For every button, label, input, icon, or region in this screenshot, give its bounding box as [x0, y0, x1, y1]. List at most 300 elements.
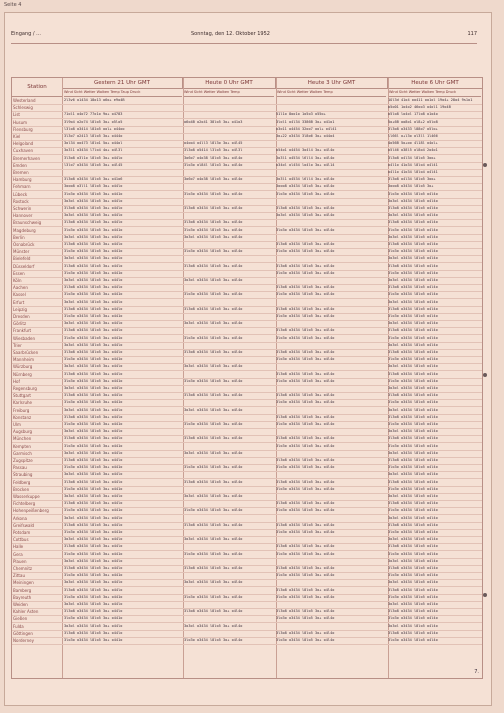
observation-cell: 3lo3o ol84l l8lo3 3o+ o4l4o [184, 162, 243, 167]
station-name: Braunschweig [13, 220, 42, 226]
observation-cell: 3l3o8 o3434 l8lo5 3o+ o44lo [64, 263, 123, 268]
observation-cell: 3o3ol o3434 l8lo5 3o+ o4l4o [184, 494, 243, 498]
observation-cell: 3lo3o o3434 l8lo5 o4l4o [388, 357, 438, 362]
station-name: Berlin [13, 234, 25, 240]
station-name: Hamburg [13, 177, 32, 183]
observation-cell: 3l3o8 o3434 l8lo5 3o+ o4l4o [184, 220, 243, 225]
observation-cell: 3lo3o o3434 l8lo5 3o+ o4l4o [276, 270, 335, 275]
observation-cell: 3lo3o o3434 l8lo5 3o+ o441o [64, 530, 123, 534]
observation-cell: 3lo3o o3434 l8lo5 3o+ o4l4o [184, 335, 243, 340]
observation-cell: 3l3o8 o3434 l8lo5 3o+ o44lo [64, 285, 123, 290]
observation-cell: 3l3o8 o3434 l8lo5 o4l4o [388, 501, 438, 506]
punch-hole [483, 593, 487, 597]
station-name: Regensburg [13, 386, 37, 391]
observation-cell: 3lo3o o3434 l8lo5 3o+ o4l4o [184, 508, 243, 513]
observation-cell: 3lo3o o3434 l8lo5 3o+ o441o [64, 638, 123, 642]
station-name: Feldberg [13, 479, 31, 485]
observation-cell: 3lo3o o3434 l8lo5 o4l4o [388, 638, 438, 642]
station-name: Leipzig [13, 306, 28, 312]
group-header-2: Heute 3 Uhr GMT [276, 78, 388, 89]
station-name: Greifswald [13, 522, 35, 528]
station-name: München [13, 436, 32, 442]
observation-cell: 3lo3o o3434 l8lo5 3o+ o4l4o [184, 249, 243, 254]
observation-cell: 3o3ol o3434 l8lo5 3o+ o44lo [64, 580, 123, 585]
station-name: Schwerin [13, 206, 32, 211]
observation-cell: 3o3ol o3434 l8lo5 3o+ o4l4o [276, 213, 335, 218]
station-name: Wasserkuppe [13, 494, 40, 499]
observation-cell: l3lo7 o3434 l8lo5 3o+ o4l45 [64, 162, 123, 167]
station-name: Bayreuth [13, 594, 32, 600]
station-name: Bamberg [13, 587, 32, 593]
group-sub-2: Wind Sicht Wetter Wolken Temp [277, 88, 386, 97]
observation-cell: 3o3ol o3434 l8lo5 3o+ o44lo [64, 256, 123, 261]
observation-cell: 3lo3o o3434 l8lo5 3o+ o4l4o [276, 335, 335, 340]
observation-cell: 3lo3o o3434 l8lo5 o4l4o [388, 551, 438, 556]
station-name: Nürnberg [13, 371, 32, 377]
observation-cell: 3lo3o o3434 l8lo5 3o+ o4l4o [276, 616, 335, 621]
station-name: Cottbus [13, 537, 29, 543]
observation-cell: 3l3o8 o3434 l8lo5 3o+ o44lo [64, 501, 123, 506]
station-name: Zittau [13, 573, 25, 579]
observation-cell: 3lo3o o3434 l8lo5 o4l4o [388, 465, 438, 470]
observation-cell: o5lo8 lo4ol 17lo8 o1o4o [388, 112, 438, 117]
observation-cell: 3ol34 oo473 l8lo1 5o+ o44ol [64, 141, 123, 146]
observation-cell: 3lo3o o3434 l8lo5 3o+ o4l4o [276, 530, 335, 534]
observation-cell: 3lo3o o3434 l8lo5 3o+ o4l4o [184, 292, 243, 297]
observation-cell: 3lo3o o3434 l8lo5 3o+ o441o [64, 227, 123, 232]
observation-cell: 3o3ol o3434 l8lo5 3o+ o44lo [64, 515, 123, 520]
station-name: Lübeck [13, 191, 28, 197]
observation-cell: 3l3o8 o3434 l8lo5 o4l4o [388, 436, 438, 441]
observation-cell: 3l3o8 o3434 l8lo5 3o+ o44lo [64, 220, 123, 225]
observation-cell: 3o3ol o3434 l8lo5 3o+ o44lo [64, 537, 123, 542]
observation-cell: 3o3ol o3434 l8lo5 3o+ o44lo [64, 299, 123, 304]
header-date: Sonntag, den 12. Oktober 1952 [191, 31, 270, 37]
station-name: Meiningen [13, 580, 34, 586]
group-header-0: Gestern 21 Uhr GMT [62, 78, 183, 89]
observation-cell: 3l3o8 o3434 l8lo5 o4l4o [388, 544, 438, 549]
observation-cell: 3l3o8 o4l34 l8lo5 3oo+ [388, 177, 436, 182]
station-name: Münster [13, 249, 30, 255]
station-name: Cuxhaven [13, 148, 34, 154]
observation-cell: 3lo3o o3434 l8lo5 3o+ o441o [64, 465, 123, 470]
observation-cell: 3o3ol o3434 l8lo5 o4l4o [388, 321, 438, 326]
observation-cell: 3lo3o o3434 l8lo5 3o+ o4l4o [276, 227, 335, 232]
sheet-header [11, 31, 477, 41]
station-name: Westerland [13, 98, 36, 103]
observation-cell: 3l3o8 o3434 l8lo5 3o+ o4l4o [276, 458, 335, 462]
observation-cell: 3l3o8 o3434 l8lo5 3o+ o4l4o [184, 479, 243, 484]
station-name: Augsburg [13, 429, 33, 435]
station-name: List [13, 112, 20, 118]
observation-cell: 3l3o8 o3434 l8lo5 3o+ o4l4o [276, 285, 335, 290]
station-name: Saarbrücken [13, 350, 39, 355]
observation-cell: 3o3ol o3434 l8lo5 o4l4o [388, 494, 438, 498]
observation-cell: 3l3o8 o3434 l8lo5 3o+ o4l4o [276, 609, 335, 614]
observation-cell: 3o3ol o3434 l8lo5 o4l4o [388, 623, 438, 628]
station-name: Emden [13, 162, 27, 168]
group-sub-0: Wind Sicht Wetter Wolken Temp Taup Druck [64, 88, 182, 97]
observation-cell: 3l3o8 o3434 l8lo5 3o+ o4l4o [184, 306, 243, 311]
group-header-3: Heute 6 Uhr GMT [388, 78, 482, 89]
observation-cell: 3o3ol o3434 l8lo5 o4l4o [388, 558, 438, 563]
observation-cell: 3l3o8 o3434 l8lo5 3o+ o4l4o [276, 350, 335, 354]
observation-cell: 3lo3o o3434 l8lo5 3o+ o4l4o [276, 594, 335, 599]
observation-cell: 3lo3o o3434 l8lo5 3o+ o4l4o [184, 594, 243, 599]
station-name: Kassel [13, 292, 26, 298]
station-name: Freiburg [13, 407, 30, 413]
observation-cell: 3o3ol o3434 l8lo5 3o+ o44lo [64, 278, 123, 282]
observation-cell: 3lol1 o4l34 3386B 3o+ o41o1 [276, 119, 335, 124]
group-header-1: Heute 0 Uhr GMT [183, 78, 276, 89]
observation-cell: 3lo3o o3434 l8lo5 3o+ o4l4o [184, 551, 243, 556]
station-name: Gera [13, 551, 23, 557]
observation-cell: 3lo3o o3434 l8lo5 3o+ o441o [64, 422, 123, 426]
page-label: Seite 4 [4, 2, 22, 8]
observation-cell: 3o3ol o3434 l8lo5 3o+ o44lo [64, 623, 123, 628]
observation-cell: 5o+6B oo8o1 ol8+2 o5lo8 [388, 119, 438, 124]
station-name: Zugspitze [13, 458, 33, 463]
observation-cell: 3l3o8 o3434 l8lo5 3o+ o4l4o [184, 206, 243, 210]
observation-cell: 3o3ol o3434 l8lo5 3o+ o44lo [64, 558, 123, 563]
observation-cell: 3o3ol o3434 l8lo5 3o+ o4l4o [184, 321, 243, 326]
observation-cell: 3lo3o o3434 l8lo5 o4l4o [388, 422, 438, 426]
observation-cell: 3lo3o o3434 l8lo5 o4l4o [388, 314, 438, 318]
observation-cell: 3lo3o o3434 l8lo5 3o+ o441o [64, 249, 123, 254]
observation-cell: 3o3ol o3434 l8lo5 3o+ o44lo [64, 407, 123, 412]
observation-cell: 3l3o8 o3434 l8lo5 3o+ o4l4o [184, 393, 243, 398]
observation-cell: 3o3ol o3434 l8lo5 3o+ o4l4o [184, 234, 243, 239]
station-name: Potsdam [13, 530, 31, 535]
observation-cell: 3o3ol o3434 l8lo5 3o+ o4l4o [184, 407, 243, 412]
observation-cell: 3o3ol o3434 l8lo5 o4l4o [388, 450, 438, 455]
observation-cell: 3lo3o o3434 l8lo5 3o+ o4l4o [184, 227, 243, 232]
header-left: Eingang / ... [11, 31, 41, 37]
observation-cell: 3l3o8 o3434 l8lo5 3o+ o44lo [64, 458, 123, 462]
observation-cell: 3l3o8 o3434 l8lo5 3o+ o4l4o [276, 393, 335, 398]
station-name: Dresden [13, 314, 30, 319]
observation-cell: 3l3o8 o3434 l8lo5 3o+ o44lo [64, 609, 123, 614]
station-name: Fichtelberg [13, 501, 36, 507]
observation-cell: 3o6o7 o4o38 l8lo5 3o+ o4l4o [184, 177, 243, 182]
station-name: Stuttgart [13, 393, 31, 399]
observation-cell: 3o3ol o3434 l8lo5 3o+ o44lo [64, 198, 123, 203]
observation-cell: 3lo3o o3434 l8lo5 3o+ o441o [64, 594, 123, 599]
observation-cell: 3o3ol o3434 l8lo5 3o+ o44lo [64, 342, 123, 347]
observation-cell: 3l3o8 o3433 l88o7 o5lo+ [388, 126, 438, 131]
observation-cell: 3lo3o o3434 l8lo5 o4l4o [388, 378, 438, 383]
observation-cell: o34ol ol454 lo4lo 3o+ o4l14 [276, 162, 335, 167]
observation-cell: l3lo8 o3414 l81o5 ool+ o44oo [64, 126, 125, 131]
station-name: Aachen [13, 285, 28, 291]
observation-cell: 3ooo8 o3ll1 l8lo5 3o+ o44lo [64, 184, 123, 189]
observation-cell: 3o3ol o3434 l8lo5 3o+ o44lo [64, 364, 123, 369]
observation-cell: 3o3ol o3434 l8lo5 o4l4o [388, 278, 438, 282]
station-name: Chemnitz [13, 566, 32, 571]
observation-cell: 71ol1 o4o72 77o1o 9o+ o4783 [64, 112, 123, 117]
station-name: Straubing [13, 472, 33, 478]
observation-cell: 3o3ol o3434 l8lo5 o4l4o [388, 407, 438, 412]
observation-cell: 3l3o8 o3434 l8lo5 3o+ o44lo [64, 206, 123, 210]
observation-cell: 3lo3o o3434 l8lo5 3o+ o441o [64, 551, 123, 556]
observation-cell: 3l3o8 o3434 l8lo5 o4l4o [388, 206, 438, 210]
station-header: Station [12, 78, 63, 97]
station-name: Osnabrück [13, 242, 35, 247]
observation-cell: 3l3o8 o3434 l8lo5 3o+ o44lo [64, 587, 123, 592]
station-name: Norderney [13, 638, 34, 643]
divider [11, 43, 477, 44]
observation-cell: 3lo3o o3434 l8lo5 o4l4o [388, 292, 438, 297]
station-name: Ulm [13, 422, 21, 427]
observation-cell: 1Ol3d 41o4 oo411 oo1ol 19o4+ 28o4 9s1o1 [388, 98, 473, 102]
observation-cell: 3l3o8 o5414 l3lo5 3o+ o4l3l [184, 148, 243, 153]
station-name: Rostock [13, 198, 29, 204]
observation-cell: 3l3o8 o3434 l8lo5 3o+ o44lo [64, 328, 123, 333]
observation-cell: 3lo3o o3434 l8lo5 3o+ o441o [64, 270, 123, 275]
observation-cell: 3lo3o o3434 l8lo5 3o+ o441o [64, 400, 123, 405]
observation-cell: 3lo3o o3434 l8lo5 3o+ o441o [64, 378, 123, 383]
observation-cell: 3lo3o o3434 l8lo5 3o+ o441o [64, 508, 123, 513]
observation-cell: 3o+22 o3434 3l8o6 3o+ o44o4 [276, 134, 335, 138]
observation-cell: 3o3ol o3434 l8lo5 o4l4o [388, 537, 438, 542]
observation-cell: 3o3l1 o4534 l6ll4 3o+ o4l4o [276, 155, 335, 160]
observation-cell: 3lo3o o3434 l8lo5 3o+ o4l4o [276, 508, 335, 513]
station-name: Husum [13, 119, 28, 125]
station-name: Arkona [13, 515, 27, 521]
observation-cell: 3o3ol o3434 l8lo5 3o+ o44lo [64, 213, 123, 218]
observation-cell: 3o3ol o3434 l8lo5 3o+ o4l4o [184, 623, 243, 628]
station-name: Schleswig [13, 105, 33, 111]
station-name: Gießen [13, 616, 28, 622]
observation-cell: 3ooo8 o3434 l8lo5 3o+ [388, 184, 434, 189]
station-name: Kempten [13, 443, 31, 449]
station-name: Bremerhaven [13, 155, 41, 161]
observation-cell: 3o3ol o3434 l8lo5 o4l4o [388, 364, 438, 369]
observation-cell: 3lo3o o3434 l8lo5 3o+ o441o [64, 292, 123, 297]
observation-cell: 3l3o8 o3434 l8lo5 o4l4o [388, 587, 438, 592]
observation-cell: 3l3o8 o3434 l8lo5 3o+ o44lo [64, 630, 123, 635]
observation-cell: 3lo3o o3434 l8lo5 3o+ o4l4o [276, 443, 335, 448]
group-sub-3: Wind Sicht Wetter Wolken Temp Druck [389, 88, 481, 97]
observation-cell: 3o3ol o3434 l8lo5 3o+ o4l4o [184, 364, 243, 369]
observation-cell: 3ooo8 o3434 l8lo5 3o+ o4l4o [276, 184, 335, 189]
observation-cell: 3o3ol o3434 l8lo5 o4l4o [388, 256, 438, 261]
observation-cell: 3l3o8 o3434 l8lo5 3o+ o4l4o [184, 566, 243, 570]
observation-cell: 3l3o8 o3434 l8lo5 3o+ o44lo [64, 414, 123, 419]
observation-cell: 3o6o7 o4o38 l8lo5 3o+ o4l4o [184, 155, 243, 160]
observation-cell: 3lo3o o3434 l8lo5 o4l4o [388, 508, 438, 513]
station-name: Kahler Asten [13, 609, 39, 615]
footer-mark: 7. [474, 669, 479, 675]
observation-cell: 3lo3o o3434 l8lo5 o4l4o [388, 227, 438, 232]
station-name: Mannheim [13, 357, 34, 363]
observation-cell: 3lo3o o3434 l8lo5 3o+ o4l4o [184, 422, 243, 426]
observation-cell: 3o3ol o3434 l8lo5 o4l4o [388, 213, 438, 218]
observation-cell: 3l3o8 o3434 l8lo5 o4l4o [388, 609, 438, 614]
observation-cell: 3o3ol o3434 l8lo5 3o+ o44lo [64, 602, 123, 606]
observation-cell: 3o3ol o3434 l8lo5 3o+ o44lo [64, 234, 123, 239]
table-row [12, 637, 482, 645]
station-name: Magdeburg [13, 227, 36, 233]
observation-cell: 3lo3o o3434 l8lo5 3o+ o4l4o [276, 249, 335, 254]
observation-cell: 3l3o8 o3434 l8lo5 3o+ o44lo [64, 393, 123, 398]
station-name: Brocken [13, 486, 30, 492]
station-name: Würzburg [13, 364, 33, 370]
observation-cell: o3o11 o4454 32oo7 ool+ o4l41 [276, 126, 337, 131]
observation-cell: 3l3o8 o3434 l8lo5 3o+ o44lo [64, 350, 123, 354]
station-name: Halle [13, 544, 24, 550]
observation-cell: 3l3o8 o3434 l8lo5 o4l4o [388, 458, 438, 462]
observation-cell: 3l3o8 o3434 l8lo5 3o+ o44lo [64, 436, 123, 441]
station-name: Bremen [13, 170, 29, 175]
observation-cell: 3l3o8 o3434 l8lo5 3o+ o44lo [64, 544, 123, 549]
observation-cell: 3l3o8 o3434 l8lo5 3o+ o4l4o [276, 522, 335, 527]
observation-cell: 3lo3o o3434 l8lo5 3o+ o4l4o [276, 357, 335, 362]
observation-cell: 51l1o 8oo1o 1o5o3 o55o+ [276, 112, 326, 117]
observation-cell: 3l3o8 o3434 l8lo5 3o+ o4l4o [276, 242, 335, 246]
station-name: Weiden [13, 602, 28, 607]
observation-cell: 3l3o8 o3434 l8lo5 o4l4o [388, 306, 438, 311]
observation-cell: 3l3o7 o2413 l8lo5 3o+ o444o [64, 134, 123, 138]
observation-cell: 3l3o8 o3434 l8lo5 o4l4o [388, 285, 438, 290]
station-name: Görlitz [13, 321, 27, 327]
observation-cell: 3lo3o o3434 l8lo5 3o+ o441o [64, 335, 123, 340]
observation-cell: 3l3o8 o3434 l8lo5 o4l4o [388, 522, 438, 527]
station-name: Konstanz [13, 414, 32, 420]
station-name: Fulda [13, 623, 24, 629]
observation-cell: 3l3o8 o3434 l8lo5 o4l4o [388, 479, 438, 484]
observation-cell: 3o3ol o3434 l8lo5 o4l4o [388, 515, 438, 520]
observation-cell: o5o01 1o4o2 46oo3 o4ol1 19o4B [388, 105, 451, 110]
observation-cell: 3l3o8 o3434 l8lo5 3o+ o4l4o [276, 501, 335, 506]
observation-cell: 3l3o8 o3434 l8lo5 3o+ o4l4o [184, 522, 243, 527]
observation-cell: 3lo3o o3434 l8lo5 3o+ o4l4o [276, 486, 335, 491]
observation-cell: 3lo3o o3434 l8lo5 o4l4o [388, 616, 438, 621]
observation-cell: 3lo3o o3434 l8lo5 3o+ o4l4o [276, 551, 335, 556]
observation-cell: 3l3o8 o3434 l8lo5 3o+ o41o6 [64, 177, 123, 182]
station-name: Fehmarn [13, 184, 31, 190]
observation-cell: 3l3o8 o3434 l8lo5 3o+ o44lo [64, 306, 123, 311]
station-name: Trier [13, 342, 22, 348]
observation-cell: 3lo3o o3434 l8lo5 3o+ o4l4o [184, 191, 243, 196]
observation-cell: 3o3ol o3434 l8lo5 3o+ o44lo [64, 450, 123, 455]
observation-cell: 3o3ol o3434 l8lo5 o4l4o [388, 299, 438, 304]
observation-cell: 3lo3o o3434 l8lo5 3o+ o441o [64, 486, 123, 491]
punch-hole [483, 163, 487, 167]
observation-cell: 3lo3o o3434 l8lo5 o4l4o [388, 530, 438, 534]
observation-cell: 3lo3o o3434 l8lo5 3o+ o4l4o [184, 465, 243, 470]
observation-cell: 3l3o8 o3434 l8lo5 3o+ o4l4o [276, 587, 335, 592]
observation-cell: 3lo3o o3434 l8lo5 o4l4o [388, 486, 438, 491]
observation-cell: 3l3o8 o3434 l8lo5 o4l4o [388, 414, 438, 419]
observation-cell: 3l3o8 o3434 l8lo5 3o+ o4l4o [276, 306, 335, 311]
station-name: Hohenpeißenberg [13, 508, 49, 514]
observation-cell: 3o3ol o3434 l8lo5 3o+ o44lo [64, 472, 123, 477]
observation-cell: 3o3ol o3434 l8lo5 o4l4o [388, 580, 438, 585]
observation-cell: 3lo3o o3434 l8lo5 3o+ o4l4o [184, 378, 243, 383]
observation-cell: 3lo3o o3434 l8lo5 3o+ o441o [64, 616, 123, 621]
observation-cell: 3o3ol o3434 l8lo5 o4l4o [388, 429, 438, 434]
observation-cell: 3lo3o o3434 l8lo5 o4l4o [388, 573, 438, 578]
observation-cell: 3l3o8 o3434 l8lo5 3o+ o4l4o [276, 436, 335, 441]
observation-cell: 3l3o8 o3434 l8lo5 o4l4o [388, 566, 438, 570]
observation-cell: 3l3o8 o3434 l8lo5 o4l4o [388, 371, 438, 376]
observation-cell: 3lo3o o3434 l8lo5 3o+ o4l4o [276, 638, 335, 642]
observation-cell: ll66l o+l3o ol3ll 1l466 [388, 134, 438, 138]
observation-cell: 3o3ol o3434 l8lo5 3o+ o44lo [64, 386, 123, 390]
observation-cell: 3l3o8 o3434 l8lo5 3o+ o4l4o [276, 206, 335, 210]
observation-cell: 3lo3o o3434 l8lo5 o4l4o [388, 270, 438, 275]
observation-cell: 3lo3o o3434 l8lo5 o4l4o [388, 191, 438, 196]
observation-cell: 4o56B 5o+oo 4l18l o4ol+ [388, 141, 438, 146]
observation-cell: 3l3o8 o3434 l8lo5 3o+ o4l4o [184, 609, 243, 614]
station-name: Karlsruhe [13, 400, 33, 406]
observation-cell: o6o4B o2o41 38lo5 3o+ o41o3 [184, 119, 243, 124]
observation-cell: 3o3ol o3434 l8lo5 3o+ o4l4o [184, 537, 243, 542]
station-name: Wiesbaden [13, 335, 36, 341]
station-name: Düsseldorf [13, 263, 35, 269]
observation-cell: 3o3ol o3434 l8lo5 o4l4o [388, 234, 438, 239]
station-name: Frankfurt [13, 328, 32, 334]
observation-cell: 3l3o8 o3434 l8lo5 3o+ o4l4o [184, 436, 243, 441]
observation-cell: 3o3ol o3434 l8lo5 3o+ o4l4o [184, 278, 243, 282]
observation-cell: 3lo3o o3434 l8lo5 o4l4o [388, 400, 438, 405]
observation-cell: 3lo3o o3434 l8lo5 3o+ o4l4o [184, 638, 243, 642]
observation-cell: 3l3o8 o3434 l8lo5 o4l4o [388, 242, 438, 246]
observation-cell: o5l46 o38l5 ol8o4 2o4o1 [388, 148, 438, 153]
observation-cell: 3o3ol o3434 l8lo5 3o+ o44lo [64, 494, 123, 498]
station-name: Helgoland [13, 141, 34, 147]
observation-cell: 3l9o4 o2o74 l8lo5 3o+ o5lo5 [64, 119, 123, 124]
observation-cell: 3l3o8 o3434 l8lo5 3o+ o4l4o [184, 350, 243, 354]
observation-cell: 3o3l1 o3434 l7lo4 4o+ o4l3l [64, 148, 123, 153]
observation-cell: 3lo3o o3434 l8lo5 3o+ o441o [64, 573, 123, 578]
observation-cell: 3l3o8 o3l1o l8lo5 3o+ o44lo [64, 155, 123, 160]
report-sheet [4, 12, 492, 706]
observation-cell: 3l3o8 o3434 l8lo5 3o+ o4l4o [276, 263, 335, 268]
observation-cell: 3lo3o o3434 l8lo5 o4l4o [388, 249, 438, 254]
observation-cell: 3lo3o o3434 l8lo5 3o+ o4l4o [276, 292, 335, 297]
observation-cell: 3lo3o o3434 l8lo5 o4l4o [388, 443, 438, 448]
observation-cell: 3lo3o o3434 l8lo5 3o+ o4l4o [276, 465, 335, 470]
punch-hole [483, 373, 487, 377]
observation-cell: 3o3ol o3434 l8lo5 3o+ o4l4o [184, 450, 243, 455]
observation-cell: 3l3o8 o3434 l8lo5 o4l4o [388, 220, 438, 225]
observation-cell: 3l3o8 o3434 l8lo5 o4l4o [388, 263, 438, 268]
observation-cell: 3lo3o o3434 l8lo5 3o+ o441o [64, 357, 123, 362]
observation-cell: 3lo3o o3434 l8lo5 o4l4o [388, 335, 438, 340]
observation-cell: 3l3o8 o3434 l8lo5 o4l4o [388, 328, 438, 333]
observation-cell: o4l1o 41o34 l8lo4 o4l41 [388, 162, 438, 167]
observation-cell: 3lo3o o3434 l8lo5 3o+ o4l4o [276, 378, 335, 383]
station-name: Flensburg [13, 126, 33, 132]
observation-cell: 3l3o8 o3434 l8lo5 3o+ o44lo [64, 566, 123, 570]
observation-cell: 3l3o8 o3434 l8lo5 3o+ o4l4o [276, 328, 335, 333]
group-sub-1: Wind Sicht Wetter Wolken Temp [184, 88, 274, 97]
header-number: 117 [467, 31, 477, 37]
observation-cell: 3lo3o o3434 l8lo5 3o+ o441o [64, 191, 123, 196]
observation-cell: 3o3ol o3434 l8lo5 o4l4o [388, 602, 438, 606]
observation-cell: 3l3o8 o3434 l8lo5 3o+ o4l4o [276, 566, 335, 570]
observation-cell: 2l3v6 o1434 18o13 o6o+ e9o4B [64, 98, 125, 102]
observation-cell: 3lo3o o3434 l8lo5 o4l4o [388, 594, 438, 599]
observation-cell: o4oo4 o4ll3 l8l3o 3o+ o4l45 [184, 141, 243, 146]
station-name: Erfurt [13, 299, 25, 305]
observation-cell: 3lo3o o3434 l8lo5 3o+ o4l4o [276, 314, 335, 318]
station-name: Plauen [13, 558, 27, 564]
observation-cell: 3o3ol o3434 l8lo5 o4l4o [388, 342, 438, 347]
station-name: Bielefeld [13, 256, 31, 262]
